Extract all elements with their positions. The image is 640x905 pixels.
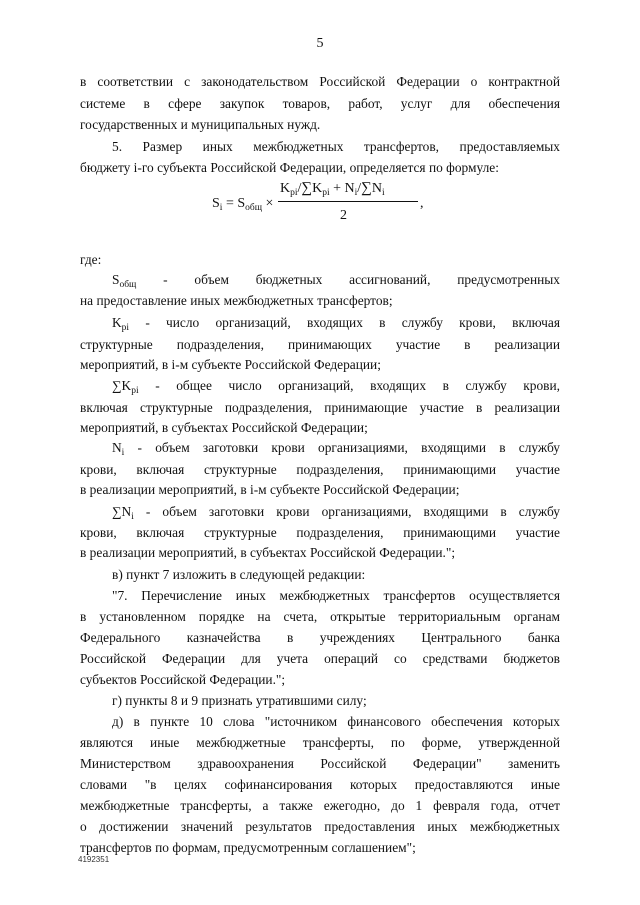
item-d-line-7: трансфертов по формам, предусмотренным соглашением"; xyxy=(80,840,416,855)
def-n-i-symbol: $N_i$ xyxy=(112,440,125,458)
page-number: 5 xyxy=(316,36,324,51)
item-d-line-1: д) в пункте 10 слова "источником финансового обеспечения которых xyxy=(112,714,560,729)
def-n-i-line-3: в реализации мероприятий, в i-м субъекте Российской Федерации; xyxy=(80,482,460,497)
def-n-i-line-2: крови, включая структурные подразделения, принимающими участие xyxy=(80,462,560,477)
item-d-line-2: являются иные межбюджетные трансферты, по форме, утвержденной xyxy=(80,735,560,750)
item-d-line-3: Министерством здравоохранения Российской Федерации" заменить xyxy=(80,756,560,771)
item5-line-2: бюджету i-го субъекта Российской Федерации, определяется по формуле: xyxy=(80,160,499,175)
item7-line-1: "7. Перечисление иных межбюджетных трансфертов осуществляется xyxy=(112,588,560,603)
formula xyxy=(212,178,452,248)
formula-left: $S_i = S_{общ}$ × xyxy=(212,196,274,213)
def-sum-n-i-symbol: $\sum N_i$ xyxy=(112,504,134,522)
item7-line-3: Федерального казначейства в учреждениях Центрального банка xyxy=(80,630,560,645)
item7-line-2: в установленном порядке на счета, открытые территориальным органам xyxy=(80,609,560,624)
def-sum-n-i-line-2: крови, включая структурные подразделения, принимающими участие xyxy=(80,525,560,540)
item-v: в) пункт 7 изложить в следующей редакции: xyxy=(112,567,366,582)
intro-line-2: системе в сфере закупок товаров, работ, услуг для обеспечения xyxy=(80,96,560,111)
def-s-obsh-symbol: $S_{общ}$ xyxy=(112,272,137,290)
def-sum-k-pi-symbol: $\sum K_{pi}$ xyxy=(112,378,139,396)
def-k-pi-line-1: $K_{pi}$ - число организаций, входящих в службу крови, включая xyxy=(112,315,560,333)
item-d-line-6: о достижении значений результатов предоставления иных межбюджетных xyxy=(80,819,560,834)
def-sum-k-pi-line-2: включая структурные подразделения, принимающие участие в реализации xyxy=(80,400,560,415)
fraction-bar xyxy=(278,201,418,202)
def-k-pi-symbol: $K_{pi}$ xyxy=(112,315,130,333)
formula-comma: , xyxy=(420,196,424,211)
item-d-line-4: словами "в целях софинансирования которых предоставляются иные xyxy=(80,777,560,792)
def-n-i-line-1: $N_i$ - объем заготовки крови организациями, входящими в службу xyxy=(112,440,560,458)
def-sum-k-pi-line-1: $\sum K_{pi}$ - общее число организаций, входящих в службу крови, xyxy=(112,378,560,396)
def-sum-n-i-line-1: $\sum N_i$ - объем заготовки крови организациями, входящими в службу xyxy=(112,504,560,522)
def-s-obsh-line-2: на предоставление иных межбюджетных трансфертов; xyxy=(80,293,393,308)
item7-line-4: Российской Федерации для учета операций со средствами бюджетов xyxy=(80,651,560,666)
item-d-line-5: межбюджетные трансферты, а также ежегодно, до 1 февраля года, отчет xyxy=(80,798,560,813)
formula-numerator: $K_{pi}/\sum K_{pi} + N_i/\sum N_i$ xyxy=(280,180,385,198)
item5-line-1: 5. Размер иных межбюджетных трансфертов, предоставляемых xyxy=(112,139,560,154)
formula-denominator: 2 xyxy=(340,208,347,223)
def-k-pi-line-2: структурные подразделения, принимающих участие в реализации xyxy=(80,337,560,352)
where-label: где: xyxy=(80,252,102,267)
def-k-pi-line-3: мероприятий, в i-м субъекте Российской Федерации; xyxy=(80,357,381,372)
def-s-obsh-line-1: $S_{общ}$ - объем бюджетных ассигнований, предусмотренных xyxy=(112,272,560,290)
def-sum-n-i-line-3: в реализации мероприятий, в субъектах Российской Федерации."; xyxy=(80,545,456,560)
intro-line-1: в соответствии с законодательством Российской Федерации о контрактной xyxy=(80,74,560,89)
item-g: г) пункты 8 и 9 признать утратившими силу; xyxy=(112,693,367,708)
document-id: 4192351 xyxy=(78,855,110,864)
item7-line-5: субъектов Российской Федерации."; xyxy=(80,672,286,687)
intro-line-3: государственных и муниципальных нужд. xyxy=(80,117,321,132)
def-sum-k-pi-line-3: мероприятий, в субъектах Российской Федерации; xyxy=(80,420,368,435)
